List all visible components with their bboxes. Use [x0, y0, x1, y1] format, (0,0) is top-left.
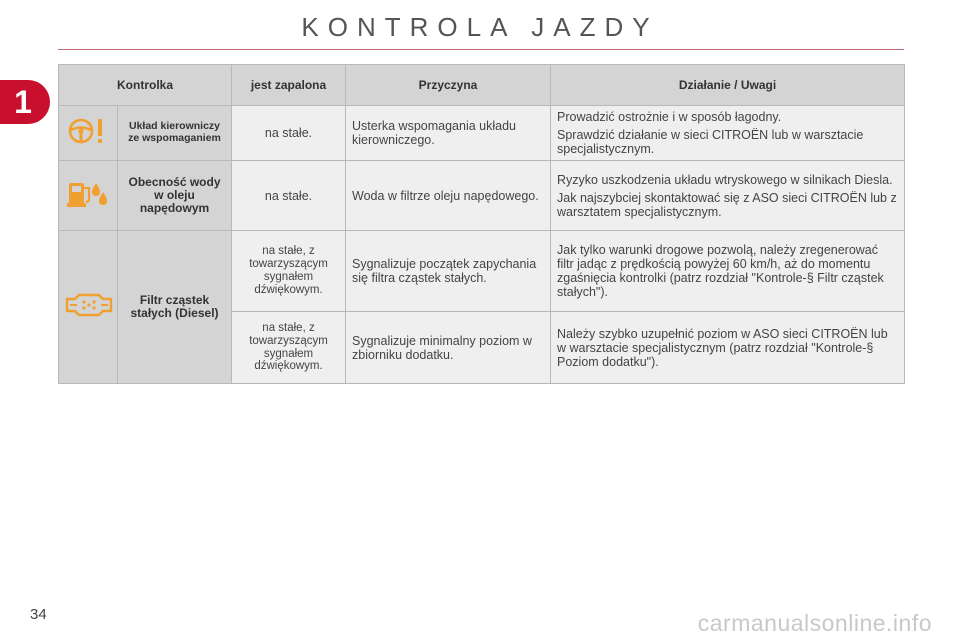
- lit-condition: na stałe.: [232, 161, 346, 231]
- indicator-name: Układ kierowniczy ze wspomaganiem: [118, 106, 232, 161]
- column-header-action: Działanie / Uwagi: [551, 65, 905, 106]
- chapter-tab: 1: [0, 80, 50, 124]
- action-text: Sprawdzić działanie w sieci CITROËN lub w warsztacie specjalistycznym.: [557, 128, 864, 156]
- indicator-table: [58, 64, 905, 384]
- action-cell: [551, 231, 905, 312]
- particle-filter-icon: [65, 292, 113, 323]
- action-text: Ryzyko uszkodzenia układu wtryskowego w silnikach Diesla.: [557, 172, 893, 187]
- cause-text: Woda w filtrze oleju napędowego.: [346, 161, 551, 231]
- table-row: [59, 231, 905, 312]
- steering-wheel-warning-icon: [67, 116, 109, 151]
- lit-condition: na stałe, z towarzyszącym sygnałem dźwiękowym.: [232, 231, 346, 312]
- indicator-name: Obecność wody w oleju napędowym: [118, 161, 232, 231]
- action-cell: [551, 106, 905, 161]
- cause-text: Sygnalizuje minimalny poziom w zbiorniku dodatku.: [346, 312, 551, 384]
- watermark: carmanualsonline.info: [697, 610, 932, 636]
- cause-text: Sygnalizuje początek zapychania się filtra cząstek stałych.: [346, 231, 551, 312]
- action-text: Należy szybko uzupełnić poziom w ASO sieci CITROËN lub w warsztacie specjalistycznym (patrz rozdział "Kontrole-§ Poziom dodatku").: [557, 326, 888, 369]
- title-divider: [58, 49, 904, 50]
- action-text: Jak najszybciej skontaktować się z ASO sieci CITROËN lub z warsztatem specjalistycznym.: [557, 190, 897, 219]
- column-header-cause: Przyczyna: [346, 65, 551, 106]
- action-text: Prowadzić ostrożnie i w sposób łagodny.: [557, 110, 782, 124]
- table-header-row: [59, 65, 905, 106]
- page-title: KONTROLA JAZDY: [301, 12, 659, 42]
- action-cell: [551, 161, 905, 231]
- action-text: Jak tylko warunki drogowe pozwolą, należy zregenerować filtr jadąc z prędkością powyżej 60 km/h, aż do momentu zgaśnięcia kontrolki (patrz rozdział "Kontrole-§ Filtr cząstek stałych").: [557, 243, 884, 299]
- indicator-name: Filtr cząstek stałych (Diesel): [118, 231, 232, 384]
- water-in-diesel-icon: [66, 177, 110, 214]
- lit-condition: na stałe.: [232, 106, 346, 161]
- column-header-indicator: Kontrolka: [59, 65, 232, 106]
- indicator-icon-cell: [59, 161, 118, 231]
- column-header-lit: jest zapalona: [232, 65, 346, 106]
- action-cell: [551, 312, 905, 384]
- indicator-icon-cell: [59, 106, 118, 161]
- cause-text: Usterka wspomagania układu kierowniczego.: [346, 106, 551, 161]
- table-row: [59, 106, 905, 161]
- table-row: [59, 161, 905, 231]
- indicator-icon-cell: [59, 231, 118, 384]
- page-number: 34: [30, 606, 47, 623]
- lit-condition: na stałe, z towarzyszącym sygnałem dźwiękowym.: [232, 312, 346, 384]
